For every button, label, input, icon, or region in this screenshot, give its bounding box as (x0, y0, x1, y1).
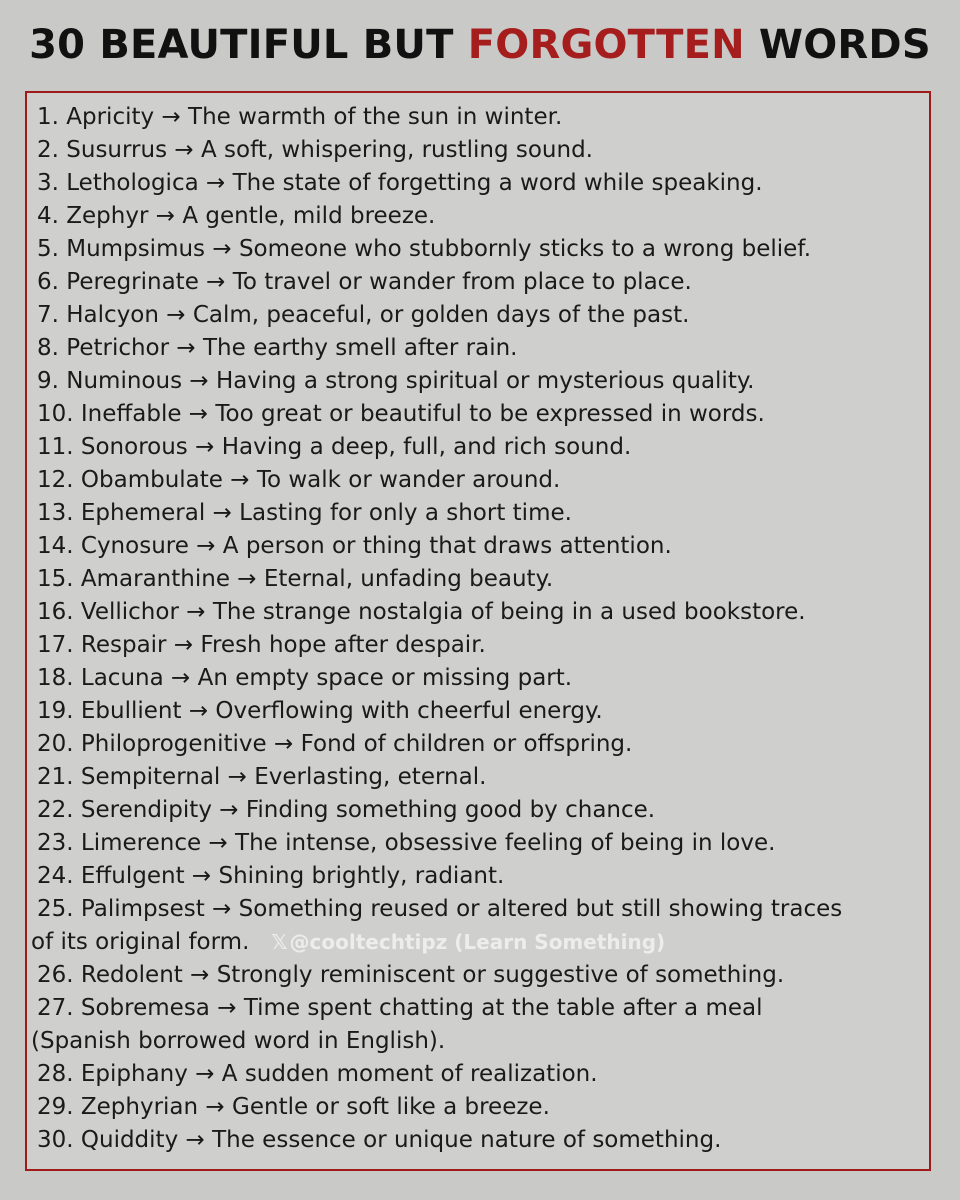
arrow-right-icon: → (205, 1094, 225, 1120)
list-item (37, 332, 921, 365)
item-number: 14. (37, 533, 74, 559)
item-word: Lethologica (66, 170, 199, 196)
item-number: 22. (37, 797, 74, 823)
item-definition-continued (31, 926, 921, 959)
item-number: 28. (37, 1061, 74, 1087)
list-item (37, 1124, 921, 1157)
item-word: Sempiternal (80, 764, 221, 790)
arrow-right-icon: → (212, 236, 232, 262)
item-definition: Lasting for only a short time. (239, 500, 572, 526)
item-word: Petrichor (66, 335, 170, 361)
list-item (37, 1058, 921, 1091)
item-definition: A person or thing that draws attention. (222, 533, 672, 559)
item-word: Mumpsimus (66, 236, 206, 262)
item-definition: The state of forgetting a word while speaking. (232, 170, 763, 196)
item-word: Peregrinate (66, 269, 199, 295)
list-item (37, 794, 921, 827)
item-number: 11. (37, 434, 74, 460)
item-word: Halcyon (66, 302, 159, 328)
arrow-right-icon: → (195, 434, 215, 460)
item-word: Numinous (66, 368, 183, 394)
item-word: Zephyr (66, 203, 149, 229)
item-word: Respair (80, 632, 167, 658)
item-definition: The earthy smell after rain. (203, 335, 518, 361)
watermark-text: @cooltechtipz (Learn Something) (289, 930, 666, 954)
list-item (37, 695, 921, 728)
item-number: 12. (37, 467, 74, 493)
item-definition: The intense, obsessive feeling of being in love. (235, 830, 776, 856)
watermark (271, 926, 665, 959)
arrow-right-icon: → (173, 632, 194, 658)
item-definition: Everlasting, eternal. (254, 764, 487, 790)
arrow-right-icon: → (237, 566, 257, 592)
item-number: 3. (37, 170, 59, 196)
arrow-right-icon: → (195, 1061, 215, 1087)
item-word: Ebullient (80, 698, 182, 724)
arrow-right-icon: → (186, 599, 206, 625)
list-item (37, 299, 921, 332)
list-item (37, 563, 921, 596)
item-word: Vellichor (80, 599, 179, 625)
item-word: Apricity (66, 104, 155, 130)
arrow-right-icon: → (155, 203, 176, 229)
item-definition: Shining brightly, radiant. (218, 863, 505, 889)
page-title (0, 22, 960, 68)
arrow-right-icon: → (176, 335, 196, 361)
list-item (37, 134, 921, 167)
list-item (37, 629, 921, 662)
list-item (37, 662, 921, 695)
item-word: Cynosure (80, 533, 189, 559)
list-item (37, 827, 921, 860)
list-item (37, 233, 921, 266)
item-word: Sonorous (80, 434, 188, 460)
item-number: 10. (37, 401, 74, 427)
item-definition: Fond of children or offspring. (300, 731, 633, 757)
item-word: Effulgent (80, 863, 185, 889)
item-number: 27. (37, 995, 74, 1021)
item-number: 9. (37, 368, 59, 394)
arrow-right-icon: → (191, 863, 212, 889)
item-number: 26. (37, 962, 74, 988)
item-definition: Finding something good by chance. (245, 797, 656, 823)
x-logo-icon: 𝕏 (271, 930, 288, 954)
item-word: Redolent (80, 962, 183, 988)
arrow-right-icon: → (219, 797, 239, 823)
arrow-right-icon: → (230, 467, 250, 493)
title-part2: WORDS (744, 22, 931, 68)
item-number: 19. (37, 698, 74, 724)
item-word: Zephyrian (80, 1094, 199, 1120)
item-number: 17. (37, 632, 74, 658)
item-definition: Having a strong spiritual or mysterious quality. (215, 368, 755, 394)
item-number: 24. (37, 863, 74, 889)
item-definition: To walk or wander around. (256, 467, 561, 493)
item-number: 21. (37, 764, 74, 790)
list-item (37, 530, 921, 563)
item-definition: The essence or unique nature of something. (212, 1127, 722, 1153)
item-definition: Something reused or altered but still showing traces (238, 896, 843, 922)
arrow-right-icon: → (206, 170, 226, 196)
item-definition: Calm, peaceful, or golden days of the past. (192, 302, 690, 328)
item-number: 2. (37, 137, 59, 163)
item-number: 16. (37, 599, 74, 625)
list-item (37, 596, 921, 629)
list-item (37, 1091, 921, 1124)
list-item (37, 860, 921, 893)
item-word: Ephemeral (80, 500, 206, 526)
item-number: 18. (37, 665, 74, 691)
arrow-right-icon: → (174, 137, 194, 163)
arrow-right-icon: → (188, 401, 209, 427)
arrow-right-icon: → (161, 104, 181, 130)
item-number: 8. (37, 335, 59, 361)
list-item (37, 728, 921, 761)
list-item (37, 431, 921, 464)
item-definition: Someone who stubbornly sticks to a wrong belief. (238, 236, 812, 262)
item-number: 13. (37, 500, 74, 526)
item-definition: Too great or beautiful to be expressed in words. (215, 401, 765, 427)
item-definition: Strongly reminiscent or suggestive of something. (216, 962, 785, 988)
item-number: 1. (37, 104, 59, 130)
item-number: 6. (37, 269, 59, 295)
item-number: 4. (37, 203, 59, 229)
list-item (37, 761, 921, 794)
item-word: Palimpsest (80, 896, 205, 922)
list-item (37, 464, 921, 497)
item-word: Obambulate (80, 467, 223, 493)
item-word: Amaranthine (80, 566, 230, 592)
item-word: Philoprogenitive (80, 731, 267, 757)
item-number: 29. (37, 1094, 74, 1120)
item-definition: Overflowing with cheerful energy. (215, 698, 603, 724)
list-item (37, 266, 921, 299)
item-word: Ineffable (80, 401, 182, 427)
list-item (37, 497, 921, 530)
item-number: 25. (37, 896, 74, 922)
list-item (37, 200, 921, 233)
item-definition: Having a deep, full, and rich sound. (221, 434, 632, 460)
arrow-right-icon: → (274, 731, 294, 757)
item-word: Serendipity (80, 797, 212, 823)
title-accent-word: FORGOTTEN (467, 22, 745, 68)
item-word: Epiphany (80, 1061, 188, 1087)
item-definition: Gentle or soft like a breeze. (232, 1094, 550, 1120)
item-definition: An empty space or missing part. (197, 665, 573, 691)
item-definition: Time spent chatting at the table after a meal (243, 995, 763, 1021)
list-item (37, 398, 921, 431)
arrow-right-icon: → (212, 500, 232, 526)
item-number: 23. (37, 830, 74, 856)
item-word: Susurrus (66, 137, 168, 163)
item-definition: The strange nostalgia of being in a used bookstore. (212, 599, 806, 625)
list-item (37, 167, 921, 200)
list-item (37, 959, 921, 992)
item-number: 5. (37, 236, 59, 262)
item-definition: A gentle, mild breeze. (182, 203, 436, 229)
item-word: Sobremesa (80, 995, 210, 1021)
item-definition: Fresh hope after despair. (200, 632, 486, 658)
arrow-right-icon: → (166, 302, 186, 328)
item-definition: The warmth of the sun in winter. (188, 104, 563, 130)
list-item (31, 992, 921, 1058)
item-definition: A soft, whispering, rustling sound. (200, 137, 593, 163)
arrow-right-icon: → (188, 698, 209, 724)
arrow-right-icon: → (212, 896, 232, 922)
arrow-right-icon: → (185, 1127, 205, 1153)
arrow-right-icon: → (196, 533, 216, 559)
item-number: 30. (37, 1127, 74, 1153)
item-number: 7. (37, 302, 59, 328)
item-definition: Eternal, unfading beauty. (263, 566, 554, 592)
item-definition-continued (31, 1025, 921, 1058)
arrow-right-icon: → (206, 269, 226, 295)
item-definition-continued-text: of its original form. (31, 929, 250, 955)
item-number: 20. (37, 731, 74, 757)
word-list-panel (25, 91, 931, 1171)
item-word: Limerence (80, 830, 202, 856)
list-item (31, 893, 921, 959)
arrow-right-icon: → (190, 962, 210, 988)
item-word: Quiddity (80, 1127, 179, 1153)
item-word: Lacuna (80, 665, 164, 691)
list-item (37, 365, 921, 398)
arrow-right-icon: → (227, 764, 247, 790)
title-part1: 30 BEAUTIFUL BUT (29, 22, 468, 68)
list-item (37, 101, 921, 134)
item-definition: To travel or wander from place to place. (232, 269, 692, 295)
item-definition-continued-text: (Spanish borrowed word in English). (31, 1028, 446, 1054)
arrow-right-icon: → (171, 665, 191, 691)
word-list (31, 101, 921, 1157)
arrow-right-icon: → (208, 830, 228, 856)
arrow-right-icon: → (217, 995, 237, 1021)
item-number: 15. (37, 566, 74, 592)
arrow-right-icon: → (189, 368, 209, 394)
item-definition: A sudden moment of realization. (221, 1061, 598, 1087)
